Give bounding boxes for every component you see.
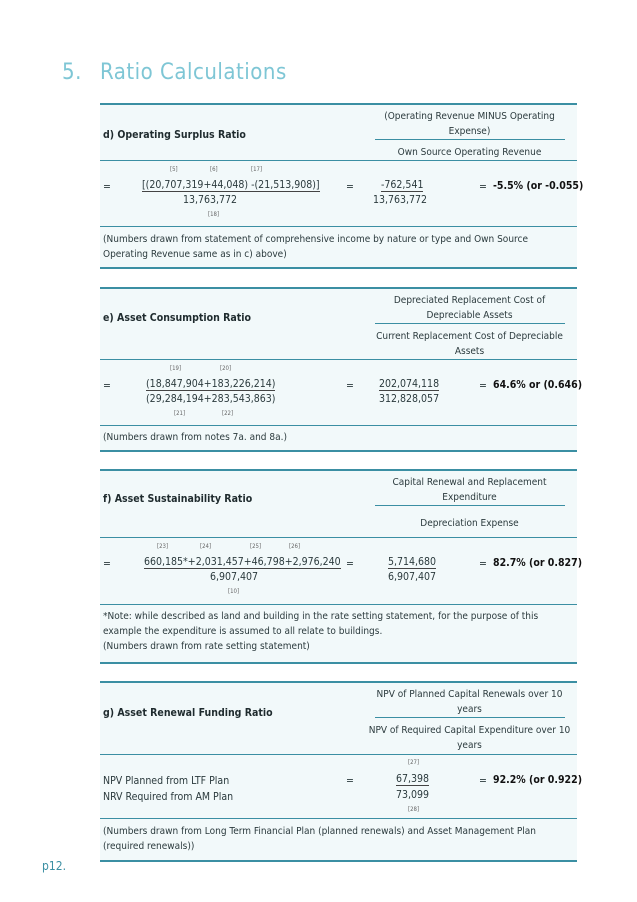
formula-numerator: (Operating Revenue MINUS Operating Expense) [375,109,565,140]
ratio-formula [362,293,577,359]
calc-numerator: [(20,707,319+44,048) -(21,513,908)] [142,179,320,191]
equals-sign: = [346,558,354,570]
formula-numerator: NPV of Planned Capital Renewals over 10 years [375,687,565,718]
ref-label: [23] [157,543,169,550]
value-denominator: 13,763,772 [373,194,428,206]
equals-sign: = [479,181,487,193]
value-numerator: -762,541 [381,179,424,191]
ratio-formula [362,687,577,753]
source-note: (Numbers drawn from notes 7a. and 8a.) [103,432,287,443]
ratio-title: f) Asset Sustainability Ratio [103,493,253,505]
source-note: (Numbers drawn from Long Term Financial Plan (planned renewals) and Asset Management Plan (required renewals)) [103,826,536,852]
ratio-formula [362,475,577,531]
calc-denominator: 6,907,407 [210,571,259,583]
equals-sign: = [346,775,354,787]
source-note: *Note: while described as land and building in the rate setting statement, for the purpose of this example the expenditure is assumed to all relate to buildings. [103,611,539,637]
ratio-title: d) Operating Surplus Ratio [103,129,246,141]
ref-label: [26] [289,543,301,550]
calc-denominator: (29,284,194+283,543,863) [146,393,276,405]
value-denominator: 6,907,407 [388,571,437,583]
equals-sign: = [103,558,111,570]
calc-numerator: 660,185*+2,031,457+46,798+2,976,240 [144,556,341,568]
formula-denominator: Current Replacement Cost of Depreciable Assets [376,331,563,357]
ratio-result: 92.2% (or 0.922) [493,774,583,786]
ref-label: [28] [408,806,420,813]
section-heading [62,60,287,85]
ratio-box-asset-sustainability [100,469,583,664]
calc-numerator: (18,847,904+183,226,214) [146,378,276,390]
label-npv-planned: NPV Planned from LTF Plan [103,775,230,787]
formula-denominator: NPV of Required Capital Expenditure over 10 years [368,725,571,751]
ref-label: [24] [200,543,212,550]
ratio-box-asset-consumption [100,287,583,452]
ratio-result: 82.7% (or 0.827) [493,557,583,569]
ratio-result: 64.6% or (0.646) [493,379,583,391]
ratio-title: e) Asset Consumption Ratio [103,312,252,324]
ref-label: [10] [228,588,240,595]
ref-label: [18] [208,211,220,218]
ref-label: [21] [174,410,186,417]
value-numerator: 202,074,118 [379,378,440,390]
value-numerator: 5,714,680 [388,556,437,568]
equals-sign: = [346,181,354,193]
ref-label: [17] [251,166,263,173]
page-number: p12. [42,859,67,873]
formula-denominator: Depreciation Expense [420,518,519,529]
ref-label: [27] [408,759,420,766]
ref-label: [5] [170,166,178,173]
label-nrv-required: NRV Required from AM Plan [103,791,234,803]
ref-label: [6] [210,166,218,173]
source-note: (Numbers drawn from statement of comprehensive income by nature or type and Own Source Operating Revenue same as in c) above) [103,234,528,260]
calc-denominator: 13,763,772 [183,194,238,206]
ref-label: [20] [220,365,232,372]
ref-label: [22] [222,410,234,417]
ratio-formula [362,109,577,160]
equals-sign: = [346,380,354,392]
ratio-box-asset-renewal-funding [100,681,583,862]
equals-sign: = [479,558,487,570]
equals-sign: = [479,775,487,787]
section-number: 5. [62,60,82,85]
equals-sign: = [103,380,111,392]
equals-sign: = [479,380,487,392]
source-note-2: (Numbers drawn from rate setting statement) [103,641,310,652]
formula-denominator: Own Source Operating Revenue [397,147,542,158]
ratio-box-operating-surplus [100,103,584,269]
ratio-title: g) Asset Renewal Funding Ratio [103,707,273,719]
section-title: Ratio Calculations [100,60,287,85]
formula-numerator: Depreciated Replacement Cost of Depreciable Assets [375,293,565,324]
ref-label: [25] [250,543,262,550]
equals-sign: = [103,181,111,193]
value-denominator: 73,099 [396,789,430,801]
formula-numerator: Capital Renewal and Replacement Expenditure [375,475,565,506]
value-denominator: 312,828,057 [379,393,440,405]
ref-label: [19] [170,365,182,372]
ratio-result: -5.5% (or -0.055) [493,180,584,192]
value-numerator: 67,398 [396,773,430,785]
